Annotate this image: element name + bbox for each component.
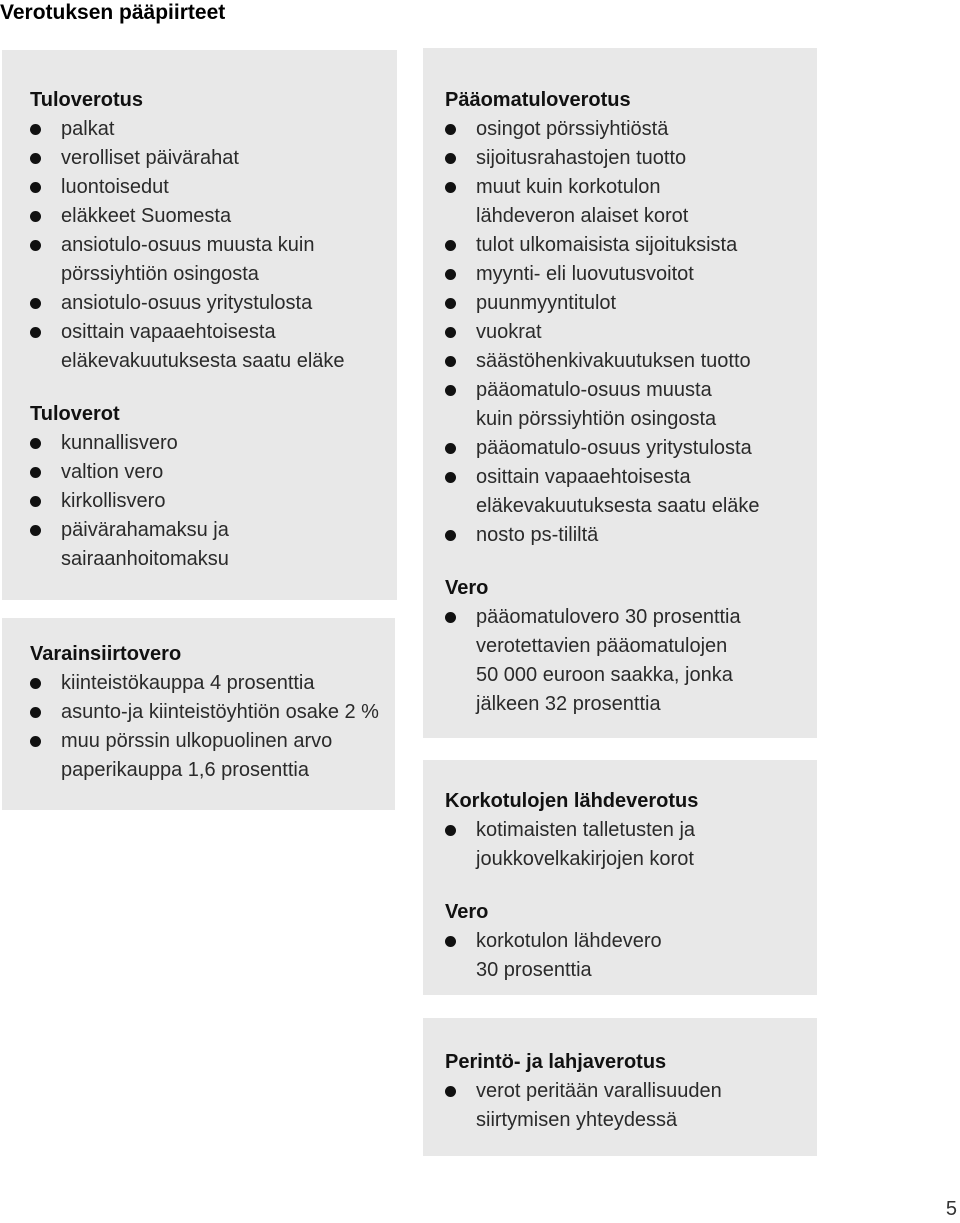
list-item-text: 30 prosenttia — [476, 959, 592, 981]
bullet-list — [445, 1077, 817, 1135]
list-item-text: kunnallisvero — [61, 432, 178, 454]
list-item-text: lähdeveron alaiset korot — [476, 205, 689, 227]
list-item-text: valtion vero — [61, 461, 164, 483]
list-item — [30, 289, 397, 318]
list-item-text: asunto-ja kiinteistöyhtiön osake 2 % — [61, 701, 379, 723]
list-item-text: osingot pörssiyhtiöstä — [476, 118, 669, 140]
interest-withholding-box — [423, 760, 817, 995]
capital-income-tax-box — [423, 48, 817, 738]
list-item — [445, 173, 817, 231]
bullet-list — [30, 115, 397, 376]
inheritance-gift-tax-box — [423, 1018, 817, 1156]
list-item-text: pörssiyhtiön osingosta — [61, 263, 259, 285]
list-item-text: ansiotulo-osuus muusta kuin — [61, 234, 315, 256]
list-item-text: jälkeen 32 prosenttia — [476, 693, 661, 715]
list-item — [445, 927, 817, 985]
bullet-list — [445, 115, 817, 550]
list-item-text: sijoitusrahastojen tuotto — [476, 147, 687, 169]
section-title-korkotulojen-lahdeverotus: Korkotulojen lähdeverotus — [445, 790, 699, 812]
list-item-text: pääomatulo-osuus muusta — [476, 379, 712, 401]
section-title-vero: Vero — [445, 577, 489, 599]
list-item — [30, 669, 395, 698]
list-item — [30, 144, 397, 173]
list-item-text: pääomatulovero 30 prosenttia — [476, 606, 741, 628]
list-item-text: muu pörssin ulkopuolinen arvo — [61, 730, 333, 752]
list-item-text: eläkevakuutuksesta saatu eläke — [61, 350, 345, 372]
list-item-text: nosto ps-tililtä — [476, 524, 599, 546]
list-item — [445, 1077, 817, 1135]
list-item — [30, 318, 397, 376]
list-item — [445, 434, 817, 463]
list-item-text: osittain vapaaehtoisesta — [476, 466, 691, 488]
list-item-text: osittain vapaaehtoisesta — [61, 321, 276, 343]
list-item — [30, 698, 395, 727]
list-item — [30, 231, 397, 289]
list-item — [445, 347, 817, 376]
list-item-text: ansiotulo-osuus yritystulosta — [61, 292, 313, 314]
list-item-text: kuin pörssiyhtiön osingosta — [476, 408, 717, 430]
list-item-text: verolliset päivärahat — [61, 147, 239, 169]
list-item — [30, 727, 395, 785]
list-item-text: muut kuin korkotulon — [476, 176, 661, 198]
list-item — [445, 115, 817, 144]
section-title-tuloverotus: Tuloverotus — [30, 89, 143, 111]
list-item — [445, 521, 817, 550]
list-item-text: siirtymisen yhteydessä — [476, 1109, 678, 1131]
list-item-text: vuokrat — [476, 321, 542, 343]
list-item-text: verotettavien pääomatulojen — [476, 635, 728, 657]
bullet-list — [30, 429, 397, 574]
list-item-text: kirkollisvero — [61, 490, 166, 512]
section-title-tuloverot: Tuloverot — [30, 403, 120, 425]
list-item — [30, 202, 397, 231]
section-title-vero: Vero — [445, 901, 489, 923]
list-item — [30, 429, 397, 458]
list-item-text: eläkevakuutuksesta saatu eläke — [476, 495, 760, 517]
page-number: 5 — [945, 1198, 957, 1220]
list-item-text: korkotulon lähdevero — [476, 930, 662, 952]
list-item — [445, 463, 817, 521]
bullet-list — [30, 669, 395, 785]
bullet-list — [445, 603, 817, 719]
list-item-text: 50 000 euroon saakka, jonka — [476, 664, 733, 686]
list-item-text: myynti- eli luovutusvoitot — [476, 263, 694, 285]
list-item-text: pääomatulo-osuus yritystulosta — [476, 437, 752, 459]
list-item — [445, 260, 817, 289]
list-item — [445, 318, 817, 347]
list-item-text: joukkovelkakirjojen korot — [476, 848, 694, 870]
bullet-list — [445, 927, 817, 985]
list-item-text: sairaanhoitomaksu — [61, 548, 229, 570]
list-item — [30, 458, 397, 487]
transfer-tax-box — [2, 618, 395, 810]
list-item — [445, 816, 817, 874]
list-item-text: päivärahamaksu ja — [61, 519, 229, 541]
income-tax-box — [2, 50, 397, 600]
list-item-text: luontoisedut — [61, 176, 169, 198]
list-item-text: tulot ulkomaisista sijoituksista — [476, 234, 738, 256]
list-item-text: säästöhenkivakuutuksen tuotto — [476, 350, 751, 372]
list-item — [30, 516, 397, 574]
list-item-text: kiinteistökauppa 4 prosenttia — [61, 672, 315, 694]
section-title-paaomatuloverotus: Pääomatuloverotus — [445, 89, 631, 111]
list-item — [30, 115, 397, 144]
list-item-text: palkat — [61, 118, 115, 140]
list-item-text: eläkkeet Suomesta — [61, 205, 232, 227]
section-title-perinto-ja-lahjaverotus: Perintö- ja lahjaverotus — [445, 1051, 667, 1073]
list-item — [445, 144, 817, 173]
list-item — [445, 376, 817, 434]
list-item — [30, 173, 397, 202]
list-item-text: puunmyyntitulot — [476, 292, 617, 314]
list-item-text: kotimaisten talletusten ja — [476, 819, 696, 841]
list-item — [445, 231, 817, 260]
list-item-text: verot peritään varallisuuden — [476, 1080, 722, 1102]
bullet-list — [445, 816, 817, 874]
list-item — [445, 603, 817, 719]
list-item-text: paperikauppa 1,6 prosenttia — [61, 759, 309, 781]
list-item — [30, 487, 397, 516]
page-title: Verotuksen pääpiirteet — [0, 1, 226, 24]
section-title-varainsiirtovero: Varainsiirtovero — [30, 643, 182, 665]
list-item — [445, 289, 817, 318]
